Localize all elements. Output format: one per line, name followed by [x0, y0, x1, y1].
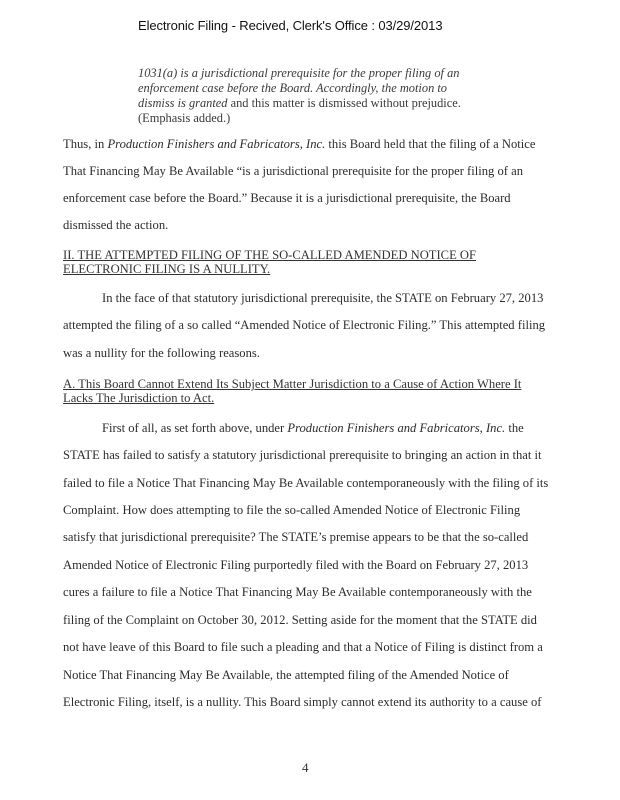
text-line: That Financing May Be Available “is a jurisdictional prerequisite for the proper filing of an	[63, 164, 524, 178]
heading-line: II. THE ATTEMPTED FILING OF THE SO-CALLED AMENDED NOTICE OF	[63, 248, 477, 262]
text-line: enforcement case before the Board.” Because it is a jurisdictional prerequisite, the Board	[63, 191, 511, 205]
quote-line: (Emphasis added.)	[138, 111, 231, 125]
text-line: attempted the filing of a so called “Amended Notice of Electronic Filing.” This attempted filing	[63, 318, 546, 332]
page-number: 4	[302, 760, 309, 775]
quote-line: enforcement case before the Board. Accordingly, the motion to	[138, 81, 448, 95]
quote-line: 1031(a) is a jurisdictional prerequisite for the proper filing of an	[138, 66, 460, 80]
heading-line: Lacks The Jurisdiction to Act.	[63, 391, 215, 405]
text-line: Complaint. How does attempting to file the so-called Amended Notice of Electronic Filing	[63, 503, 521, 517]
case-citation: Production Finishers and Fabricators, Inc.	[287, 421, 506, 435]
text-line: STATE has failed to satisfy a statutory jurisdictional prerequisite to bringing an action in that it	[63, 448, 542, 462]
text-line: cures a failure to file a Notice That Financing May Be Available contemporaneously with the	[63, 585, 532, 599]
heading-line: ELECTRONIC FILING IS A NULLITY.	[63, 262, 271, 276]
heading-line: A. This Board Cannot Extend Its Subject Matter Jurisdiction to a Cause of Action Where It	[63, 377, 522, 391]
text-span: the	[505, 421, 524, 435]
text-line: dismissed the action.	[63, 218, 169, 232]
quote-italic-text: dismiss is granted	[138, 96, 228, 110]
text-line: Electronic Filing, itself, is a nullity. This Board simply cannot extend its authority to a cause of	[63, 695, 542, 709]
text-span: this Board held that the filing of a Notice	[325, 137, 536, 151]
text-span: First of all, as set forth above, under	[102, 421, 288, 435]
text-line: filing of the Complaint on October 30, 2012. Setting aside for the moment that the STATE did	[63, 613, 537, 627]
text-line	[63, 137, 535, 152]
quote-text: and this matter is dismissed without prejudice.	[227, 96, 461, 110]
text-line: In the face of that statutory jurisdictional prerequisite, the STATE on February 27, 2013	[102, 291, 544, 305]
text-line: Notice That Financing May Be Available, the attempted filing of the Amended Notice of	[63, 668, 509, 682]
text-line	[102, 421, 524, 436]
case-citation: Production Finishers and Fabricators, Inc.	[107, 137, 326, 151]
filing-stamp-header: Electronic Filing - Recived, Clerk's Office : 03/29/2013	[138, 18, 443, 33]
text-line: was a nullity for the following reasons.	[63, 346, 260, 360]
text-line: not have leave of this Board to file such a pleading and that a Notice of Filing is distinct from a	[63, 640, 543, 654]
text-span: Thus, in	[63, 137, 108, 151]
text-line: Amended Notice of Electronic Filing purportedly filed with the Board on February 27, 2013	[63, 558, 529, 572]
text-line: satisfy that jurisdictional prerequisite? The STATE’s premise appears to be that the so-called	[63, 530, 529, 544]
quote-line	[138, 96, 461, 111]
text-line: failed to file a Notice That Financing May Be Available contemporaneously with the filing of its	[63, 476, 549, 490]
